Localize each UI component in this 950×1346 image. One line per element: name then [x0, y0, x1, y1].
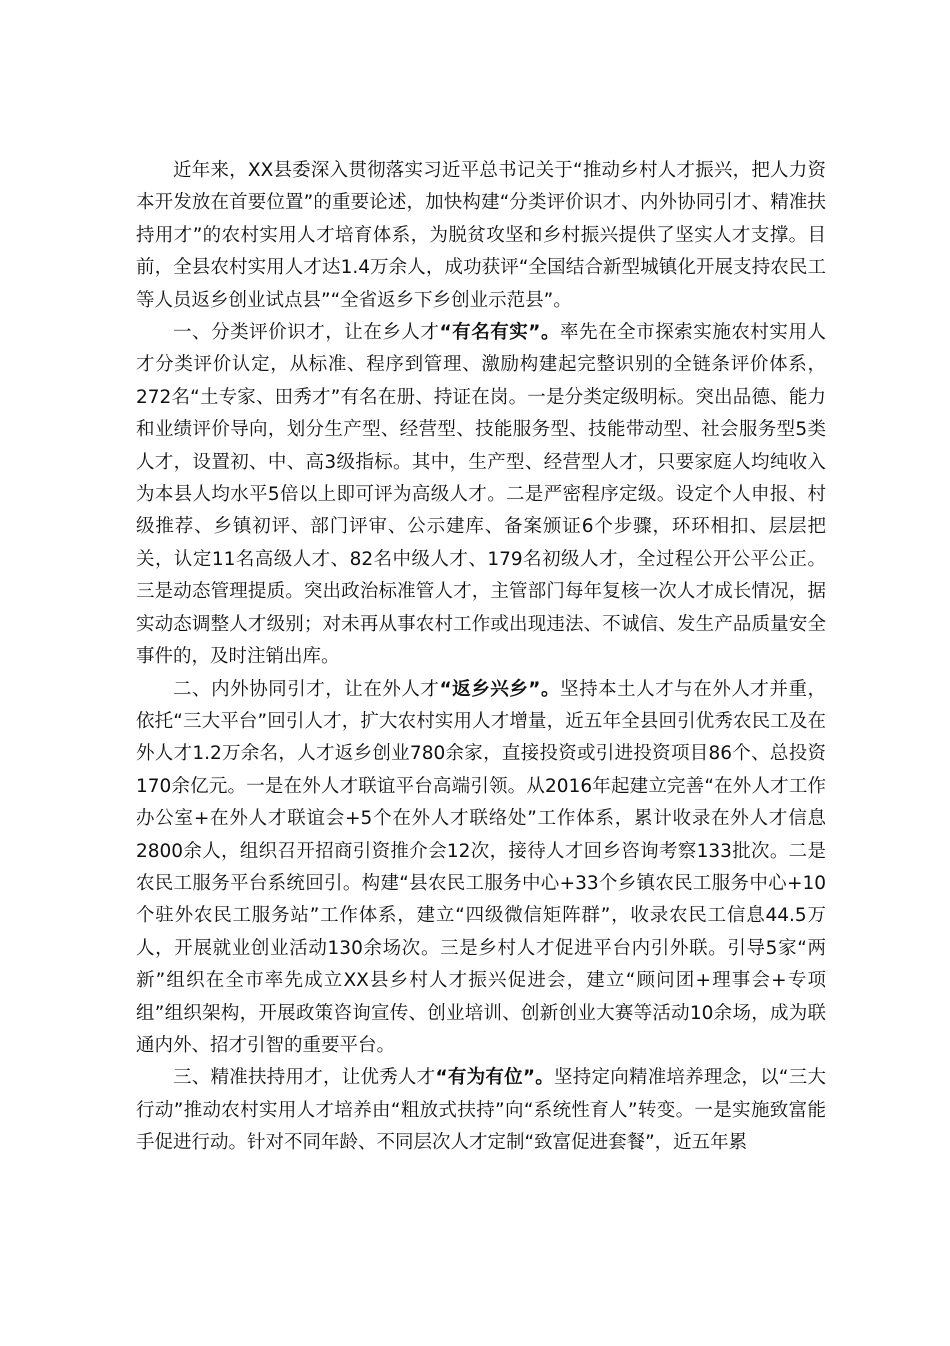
intro-paragraph: 近年来，XX县委深入贯彻落实习近平总书记关于“推动乡村人才振兴，把人力资本开发放在首要位置”的重要论述，加快构建“分类评价识才、内外协同引才、精准扶持用才”的农村实用人才培育体系，为脱贫攻坚和乡村振兴提供了坚实人才支撑。目前，全县农村实用人才达1.4万余人，成功获评“全国结合新型城镇化开展支持农民工等人员返乡创业试点县”“全省返乡下乡创业示范县”。: [136, 160, 826, 311]
section-3-heading: 三、精准扶持用才，让优秀人才: [173, 1067, 436, 1089]
section-2-heading: 二、内外协同引才，让在外人才: [173, 678, 440, 700]
section-3-paragraph: [136, 1062, 826, 1159]
section-1-heading: 一、分类评价识才，让在乡人才: [173, 322, 440, 344]
section-1-heading-emphasis: “有名有实”。: [439, 322, 561, 344]
section-2-paragraph: [136, 674, 826, 1063]
section-3-heading-emphasis: “有为有位”。: [435, 1067, 554, 1089]
document-body: [136, 155, 826, 1160]
section-2-heading-emphasis: “返乡兴乡”。: [439, 678, 561, 700]
section-3-body: 坚持定向精准培养理念，以“三大行动”推动农村实用人才培养由“粗放式扶持”向“系统性育人”转变。一是实施致富能手促进行动。针对不同年龄、不同层次人才定制“致富促进套餐”，近五年累: [136, 1067, 826, 1154]
section-1-body: 率先在全市探索实施农村实用人才分类评价认定，从标准、程序到管理、激励构建起完整识别的全链条评价体系，272名“土专家、田秀才”有名在册、持证在岗。一是分类定级明标。突出品德、能力和业绩评价导向，划分生产型、经营型、技能服务型、技能带动型、社会服务型5类人才，设置初、中、高3级指标。其中，生产型、经营型人才，只要家庭人均纯收入为本县人均水平5倍以上即可评为高级人才。二是严密程序定级。设定个人申报、村级推荐、乡镇初评、部门评审、公示建库、备案颁证6个步骤，环环相扣、层层把关，认定11名高级人才、82名中级人才、179名初级人才，全过程公开公平公正。三是动态管理提质。突出政治标准管人才，主管部门每年复核一次人才成长情况，据实动态调整人才级别；对未再从事农村工作或出现违法、不诚信、发生产品质量安全事件的，及时注销出库。: [136, 322, 826, 668]
section-1-paragraph: [136, 317, 826, 673]
section-2-body: 坚持本土人才与在外人才并重，依托“三大平台”回引人才，扩大农村实用人才增量，近五年全县回引优秀农民工及在外人才1.2万余名，人才返乡创业780余家，直接投资或引进投资项目86个、总投资170余亿元。一是在外人才联谊平台高端引领。从2016年起建立完善“在外人才工作办公室+在外人才联谊会+5个在外人才联络处”工作体系，累计收录在外人才信息2800余人，组织召开招商引资推介会12次，接待人才回乡咨询考察133批次。二是农民工服务平台系统回引。构建“县农民工服务中心+33个乡镇农民工服务中心+10个驻外农民工服务站”工作体系，建立“四级微信矩阵群”，收录农民工信息44.5万人，开展就业创业活动130余场次。三是乡村人才促进平台内引外联。引导5家“两新”组织在全市率先成立XX县乡村人才振兴促进会，建立“顾问团+理事会+专项组”组织架构，开展政策咨询宣传、创业培训、创新创业大赛等活动10余场，成为联通内外、招才引智的重要平台。: [136, 678, 826, 1056]
